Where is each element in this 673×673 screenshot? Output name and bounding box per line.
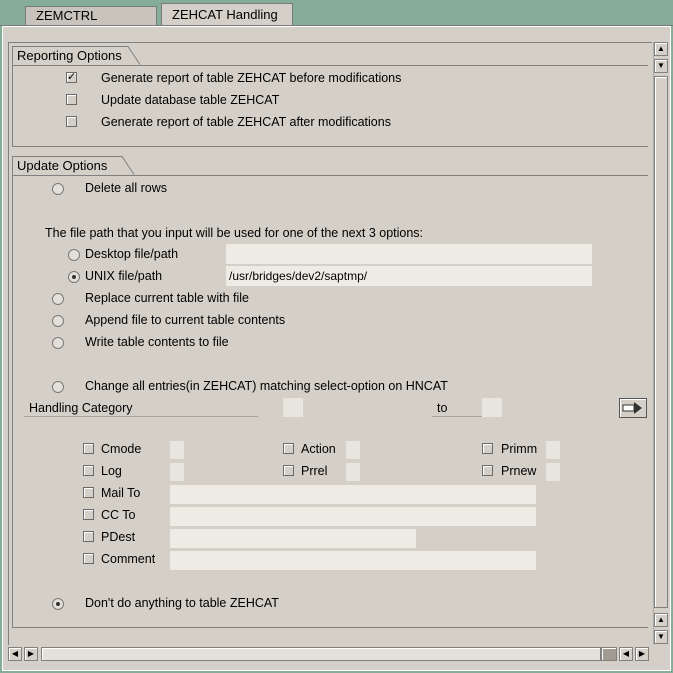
divider	[12, 146, 648, 147]
action-label: Action	[301, 442, 336, 456]
log-input[interactable]	[170, 463, 184, 481]
cmode-label: Cmode	[101, 442, 142, 456]
report-before-checkbox[interactable]: ✓	[67, 71, 77, 83]
reporting-options-header	[12, 46, 137, 65]
report-after-checkbox[interactable]	[66, 116, 77, 127]
tab-zemctrl-handling[interactable]	[25, 6, 157, 25]
file-path-note: The file path that you input will be used for one of the next 3 options:	[45, 226, 424, 240]
divider	[12, 65, 648, 66]
divider	[432, 416, 482, 417]
scroll-left-icon[interactable]: ◀	[619, 647, 633, 661]
cmode-input[interactable]	[170, 441, 184, 459]
tab-zehcat-handling[interactable]	[161, 3, 293, 25]
scroll-right-icon[interactable]: ▶	[24, 647, 38, 661]
prrel-checkbox[interactable]	[283, 465, 294, 476]
multiple-selection-button[interactable]	[619, 398, 647, 418]
horizontal-scrollbar[interactable]	[4, 646, 654, 662]
replace-radio[interactable]	[52, 293, 64, 305]
pdest-label: PDest	[101, 530, 136, 544]
delete-all-radio[interactable]	[52, 183, 64, 195]
primm-input[interactable]	[546, 441, 560, 459]
update-db-label: Update database table ZEHCAT	[101, 93, 280, 107]
update-options-title: Update Options	[17, 158, 108, 173]
arrow-right-icon	[622, 401, 644, 415]
desktop-radio[interactable]	[68, 249, 80, 261]
unix-radio[interactable]	[68, 271, 80, 283]
delete-all-label: Delete all rows	[85, 181, 167, 195]
replace-label: Replace current table with file	[85, 291, 249, 305]
pdest-input[interactable]	[170, 529, 416, 548]
handling-category-label: Handling Category	[29, 401, 133, 415]
report-before-label: Generate report of table ZEHCAT before modifications	[101, 71, 402, 85]
comment-input[interactable]	[170, 551, 536, 570]
divider	[12, 156, 13, 628]
do-nothing-radio[interactable]	[52, 598, 64, 610]
divider	[12, 46, 13, 147]
prrel-input[interactable]	[346, 463, 360, 481]
primm-checkbox[interactable]	[482, 443, 493, 454]
do-nothing-label: Don't do anything to table ZEHCAT	[85, 596, 279, 610]
scroll-track[interactable]	[41, 647, 601, 661]
scroll-down-icon[interactable]: ▼	[654, 630, 668, 644]
append-radio[interactable]	[52, 315, 64, 327]
divider	[24, 416, 258, 417]
prrel-label: Prrel	[301, 464, 328, 478]
action-input[interactable]	[346, 441, 360, 459]
to-label: to	[437, 401, 448, 415]
report-after-label: Generate report of table ZEHCAT after modifications	[101, 115, 391, 129]
mail-to-label: Mail To	[101, 486, 141, 500]
mail-to-checkbox[interactable]	[83, 487, 94, 498]
scroll-right-icon[interactable]: ▶	[635, 647, 649, 661]
log-checkbox[interactable]	[83, 465, 94, 476]
log-label: Log	[101, 464, 122, 478]
scroll-thumb[interactable]	[601, 647, 617, 661]
change-radio[interactable]	[52, 381, 64, 393]
category-to-input[interactable]	[482, 398, 502, 417]
comment-checkbox[interactable]	[83, 553, 94, 564]
prnew-label: Prnew	[501, 464, 537, 478]
tab-label: ZEHCAT Handling	[172, 7, 278, 22]
update-db-checkbox[interactable]	[66, 94, 77, 105]
mail-to-input[interactable]	[170, 485, 536, 504]
cc-to-checkbox[interactable]	[83, 509, 94, 520]
desktop-label: Desktop file/path	[85, 247, 179, 261]
prnew-input[interactable]	[546, 463, 560, 481]
vertical-scrollbar[interactable]	[653, 42, 669, 645]
cc-to-input[interactable]	[170, 507, 536, 526]
write-label: Write table contents to file	[85, 335, 229, 349]
append-label: Append file to current table contents	[85, 313, 286, 327]
category-from-input[interactable]	[283, 398, 303, 417]
update-options-header	[12, 156, 137, 175]
primm-label: Primm	[501, 442, 538, 456]
scroll-up-icon[interactable]: ▲	[654, 613, 668, 627]
unix-label: UNIX file/path	[85, 269, 163, 283]
divider	[12, 627, 648, 628]
tab-label: ZEMCTRL	[36, 8, 97, 23]
comment-label: Comment	[101, 552, 156, 566]
scroll-up-icon[interactable]: ▲	[654, 42, 668, 56]
scroll-left-icon[interactable]: ◀	[8, 647, 22, 661]
reporting-options-title: Reporting Options	[17, 48, 122, 63]
desktop-path-input[interactable]	[226, 244, 592, 264]
cmode-checkbox[interactable]	[83, 443, 94, 454]
unix-path-input[interactable]: /usr/bridges/dev2/saptmp/	[226, 266, 592, 286]
scroll-down-icon[interactable]: ▼	[654, 59, 668, 73]
pdest-checkbox[interactable]	[83, 531, 94, 542]
write-radio[interactable]	[52, 337, 64, 349]
action-checkbox[interactable]	[283, 443, 294, 454]
cc-to-label: CC To	[101, 508, 136, 522]
divider	[12, 175, 648, 176]
prnew-checkbox[interactable]	[482, 465, 493, 476]
scroll-thumb[interactable]	[654, 76, 668, 608]
change-label: Change all entries(in ZEHCAT) matching select-option on HNCAT	[85, 379, 448, 393]
